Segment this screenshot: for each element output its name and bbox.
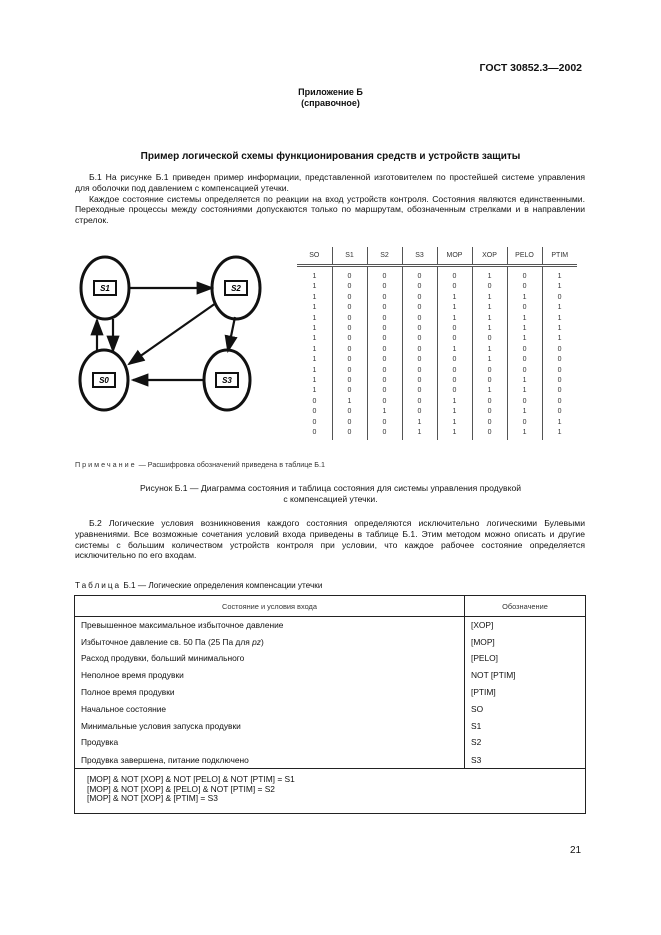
state-table-row: 1 0 0 0 0 1 1 0 xyxy=(312,387,562,395)
state-table-row: 1 0 0 0 1 1 1 1 xyxy=(312,314,562,322)
state-diagram xyxy=(60,240,290,440)
condition-cell: Продувка завершена, питание подключено xyxy=(75,751,465,769)
appendix-label: Приложение Б xyxy=(298,87,363,97)
table-row xyxy=(75,717,586,734)
state-table-row: 1 0 0 0 0 1 0 1 xyxy=(312,273,562,280)
column-header: Обозначение xyxy=(465,596,586,617)
state-table-row: 1 0 0 0 0 1 1 1 xyxy=(312,325,562,333)
condition-cell: Неполное время продувки xyxy=(75,667,465,684)
paragraph: Б.2 Логические условия возникновения каждого состояния определяются исключительно логическими Булевыми уравнениями. Все возможные сочетания условий входа приведены в таблице Б.1. Этим методом можно описать и другие системы с большим количеством устройств контроля при условии, что каждое рабочее состояние определяется исключительно по его входам. xyxy=(75,518,585,561)
table-row xyxy=(75,684,586,701)
appendix-title xyxy=(0,87,661,109)
designation-cell: [PTIM] xyxy=(465,684,586,701)
state-table-row: 1 0 0 0 1 1 0 1 xyxy=(312,304,562,312)
state-label: S0 xyxy=(99,376,109,385)
state-table-row: 1 0 0 0 1 1 0 0 xyxy=(312,345,562,353)
column-header: S3 xyxy=(402,247,437,265)
state-table-row: 1 0 0 0 0 0 1 1 xyxy=(312,335,562,343)
condition-cell: Минимальные условия запуска продувки xyxy=(75,717,465,734)
designation-cell: S3 xyxy=(465,751,586,769)
paragraph: Каждое состояние системы определяется по реакции на вход устройств контроля. Состояния являются единственными. Переходные процессы между состояниями допускаются только по маршрутам, обозначенным стрелками и в направлении стрелок. xyxy=(75,193,585,226)
arrow-s2-s0 xyxy=(129,303,216,364)
table-row xyxy=(75,667,586,684)
section-heading: Пример логической схемы функционирования средств и устройств защиты xyxy=(140,151,521,162)
column-header: SO xyxy=(297,247,332,265)
state-label: S1 xyxy=(100,284,110,293)
designation-cell: S2 xyxy=(465,734,586,751)
caption-line: с компенсацией утечки. xyxy=(283,494,378,504)
figure-caption xyxy=(0,483,661,505)
note-text: — Расшифровка обозначений приведена в таблице Б.1 xyxy=(136,460,326,469)
condition-cell: Продувка xyxy=(75,734,465,751)
formula: [MOP] & NOT [XOP] & NOT [PELO] & NOT [PTIM] = S1 xyxy=(87,774,295,785)
column-header: XOP xyxy=(472,247,507,265)
column-header: S2 xyxy=(367,247,402,265)
designation-cell: [XOP] xyxy=(465,617,586,634)
column-header: MOP xyxy=(437,247,472,265)
condition-cell: Начальное состояние xyxy=(75,700,465,717)
paragraph-b1 xyxy=(75,172,585,226)
appendix-subtitle: (справочное) xyxy=(301,98,360,108)
designation-cell: S1 xyxy=(465,717,586,734)
table-row xyxy=(75,650,586,667)
state-table-row: 0 0 0 1 1 0 1 1 xyxy=(312,429,562,437)
table-row xyxy=(75,734,586,751)
designation-cell: NOT [PTIM] xyxy=(465,667,586,684)
formula-cell xyxy=(75,769,586,814)
state-table-rows xyxy=(297,272,577,439)
arrow-s2-s3 xyxy=(228,317,235,351)
logic-definitions-table xyxy=(74,595,586,814)
condition-cell: Полное время продувки xyxy=(75,684,465,701)
table-row xyxy=(75,633,586,650)
table-caption xyxy=(75,581,322,590)
formula: [MOP] & NOT [XOP] & [PELO] & NOT [PTIM] = S2 xyxy=(87,783,275,794)
caption-line: Рисунок Б.1 — Диаграмма состояния и таблица состояния для системы управления продувкой xyxy=(139,483,522,493)
table-label: Таблица xyxy=(75,581,122,590)
figure-note xyxy=(75,460,325,469)
state-table-row: 1 0 0 0 0 0 1 0 xyxy=(312,377,562,385)
table-row xyxy=(75,617,586,634)
state-label: S3 xyxy=(222,376,232,385)
formula: [MOP] & NOT [XOP] & [PTIM] = S3 xyxy=(87,793,218,804)
state-table-row: 1 0 0 0 0 1 0 0 xyxy=(312,356,562,364)
state-table-row: 0 1 0 0 1 0 0 0 xyxy=(312,397,562,405)
page-number: 21 xyxy=(570,845,582,856)
designation-cell: [MOP] xyxy=(465,633,586,650)
note-label: Примечание xyxy=(75,460,137,469)
condition-cell: Превышенное максимальное избыточное давление xyxy=(75,617,465,634)
paragraph-b2 xyxy=(75,518,585,561)
table-row xyxy=(75,751,586,769)
state-table-row: 0 0 1 0 1 0 1 0 xyxy=(312,408,562,416)
condition-cell: Расход продувки, больший минимального xyxy=(75,650,465,667)
table-row xyxy=(75,700,586,717)
state-table-row: 1 0 0 0 0 0 0 1 xyxy=(312,283,562,291)
column-header: Состояние и условия входа xyxy=(75,596,465,617)
document-code: ГОСТ 30852.3—2002 xyxy=(479,62,582,74)
condition-cell: Избыточное давление св. 50 Па (25 Па для pz) xyxy=(75,633,465,650)
state-table-row: 1 0 0 0 0 0 0 0 xyxy=(312,366,562,374)
column-header: PTIM xyxy=(542,247,577,265)
column-header: S1 xyxy=(332,247,367,265)
formula-row xyxy=(75,769,586,814)
designation-cell: SO xyxy=(465,700,586,717)
table-title: Б.1 — Логические определения компенсации утечки xyxy=(121,581,323,590)
state-table-row: 0 0 0 1 1 0 0 1 xyxy=(312,418,562,426)
state-table-row: 1 0 0 0 1 1 1 0 xyxy=(312,293,562,301)
state-label: S2 xyxy=(231,284,241,293)
column-header: PELO xyxy=(507,247,542,265)
designation-cell: [PELO] xyxy=(465,650,586,667)
paragraph: Б.1 На рисунке Б.1 приведен пример информации, представленной изготовителем по простейшей системе управления для оболочки под давлением с компенсацией утечки. xyxy=(75,172,585,193)
